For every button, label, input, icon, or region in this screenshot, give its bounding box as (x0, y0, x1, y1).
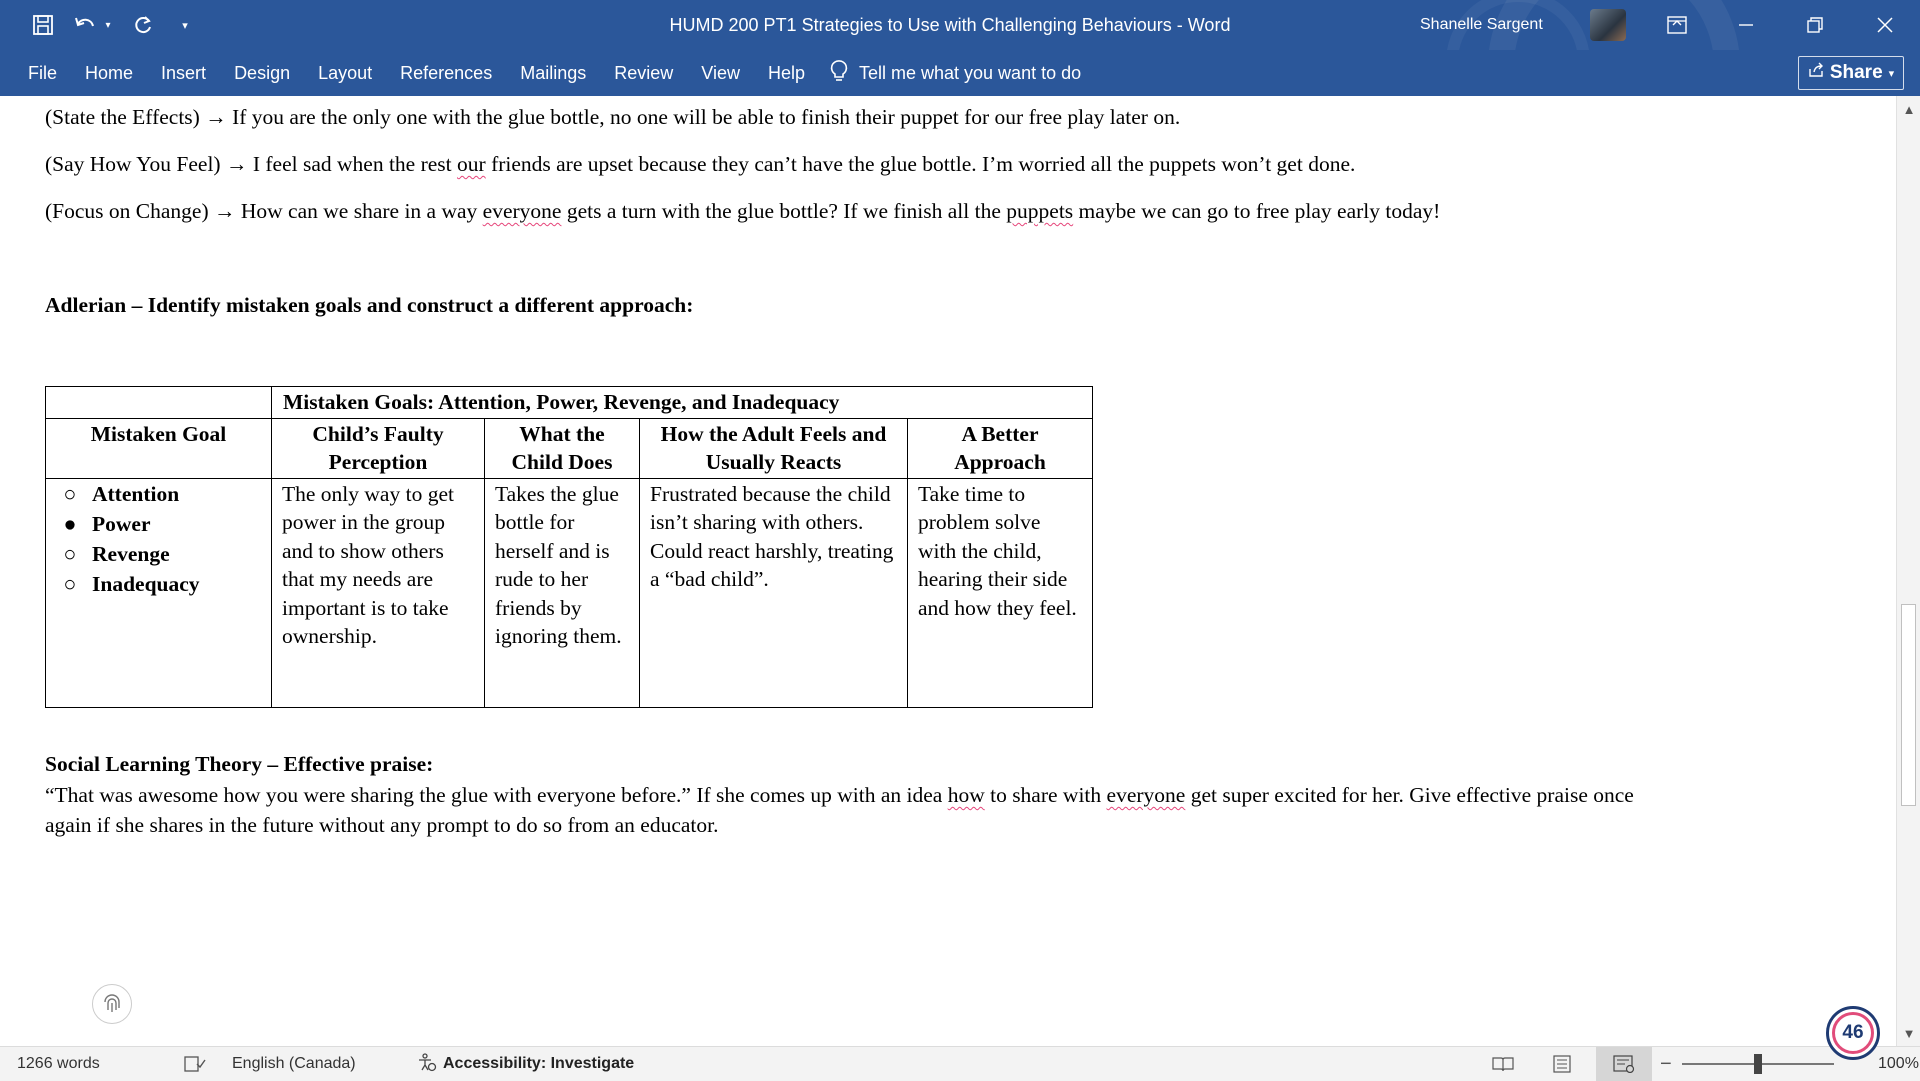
zoom-out-icon[interactable]: − (1660, 1052, 1672, 1075)
tell-me-label: Tell me what you want to do (859, 62, 1082, 83)
tab-mailings[interactable]: Mailings (520, 63, 587, 83)
feel-text: I feel sad when the rest (247, 152, 458, 176)
zoom-slider[interactable] (1682, 1047, 1834, 1081)
tab-design[interactable]: Design (234, 63, 291, 83)
ribbon-display-options-icon[interactable] (1647, 0, 1707, 50)
tab-help[interactable]: Help (767, 63, 805, 83)
tab-references[interactable]: References (400, 63, 493, 83)
feel-label: (Say How You Feel) (45, 152, 221, 176)
list-item (63, 569, 261, 599)
goal-label: Attention (92, 481, 180, 506)
zoom-slider-track (1682, 1063, 1834, 1065)
feel-paragraph (45, 152, 1355, 177)
scroll-thumb[interactable] (1901, 604, 1916, 806)
save-icon[interactable] (26, 10, 60, 40)
slt-text: get super excited for her. Give effective praise once (1185, 783, 1634, 807)
tab-home[interactable]: Home (85, 63, 134, 83)
notification-badge[interactable] (1826, 1006, 1880, 1060)
arrow-icon: → (225, 152, 248, 176)
redo-icon[interactable] (128, 10, 158, 40)
tab-view[interactable]: View (701, 63, 740, 83)
proofing-icon[interactable] (184, 1047, 206, 1081)
tell-me-search[interactable] (829, 59, 1081, 88)
arrow-icon: → (205, 105, 227, 129)
fingerprint-icon[interactable] (92, 984, 132, 1024)
badge-count: 46 (1832, 1012, 1874, 1054)
bullet-icon: ○ (63, 541, 77, 566)
goal-label: Inadequacy (92, 571, 200, 596)
effects-label: (State the Effects) (45, 105, 200, 129)
spelling-flag[interactable]: puppets (1006, 199, 1074, 223)
tab-review[interactable]: Review (614, 63, 674, 83)
change-text: How can we share in a way (235, 199, 483, 223)
spelling-flag[interactable]: everyone (1106, 783, 1186, 807)
undo-dropdown-icon[interactable]: ▾ (105, 19, 111, 31)
share-button[interactable] (1798, 56, 1904, 90)
bullet-icon: ○ (63, 571, 77, 596)
title-bar (0, 0, 1920, 50)
close-icon[interactable] (1855, 0, 1915, 50)
tab-file[interactable]: File (28, 63, 58, 83)
table-header: A Better Approach (908, 418, 1093, 478)
avatar[interactable] (1590, 9, 1626, 41)
customize-toolbar-icon[interactable]: ▾ (182, 19, 188, 32)
table-cell-perception: The only way to get power in the group and to show others that my needs are important is to take ownership. (272, 478, 485, 707)
goal-label: Revenge (92, 541, 170, 566)
slt-text: “That was awesome how you were sharing the glue with everyone before.” If she comes up with an idea (45, 783, 948, 807)
change-text: maybe we can go to free play early today! (1073, 199, 1441, 223)
accessibility-icon (417, 1052, 437, 1077)
table-cell-adult-feels: Frustrated because the child isn’t sharing with others. Could react harshly, treating a “bad child”. (640, 478, 908, 707)
table-cell-better-approach: Take time to problem solve with the child, hearing their side and how they feel. (908, 478, 1093, 707)
accessibility-checker[interactable] (417, 1047, 634, 1081)
chevron-down-icon: ▾ (1888, 67, 1895, 80)
table-header: Child’s Faulty Perception (272, 418, 485, 478)
document-area[interactable] (0, 96, 1896, 1046)
spelling-flag[interactable]: everyone (482, 199, 562, 223)
zoom-slider-thumb[interactable] (1754, 1054, 1762, 1074)
table-cell-goals (46, 478, 272, 707)
bullet-icon: ○ (63, 481, 77, 506)
share-icon (1808, 62, 1824, 84)
vertical-scrollbar[interactable] (1896, 96, 1920, 1046)
word-count[interactable]: 1266 words (17, 1055, 100, 1072)
share-label: Share (1829, 62, 1883, 83)
table-header: How the Adult Feels and Usually Reacts (640, 418, 908, 478)
lightbulb-icon (829, 59, 849, 88)
change-label: (Focus on Change) (45, 199, 209, 223)
web-layout-icon[interactable] (1596, 1047, 1652, 1081)
user-name[interactable]: Shanelle Sargent (1420, 16, 1543, 33)
change-text: gets a turn with the glue bottle? If we finish all the (561, 199, 1007, 223)
accessibility-label: Accessibility: Investigate (443, 1055, 635, 1072)
zoom-level[interactable]: 100% (1878, 1055, 1919, 1072)
tab-insert[interactable]: Insert (161, 63, 207, 83)
minimize-icon[interactable] (1716, 0, 1776, 50)
change-paragraph (45, 199, 1440, 224)
scroll-up-icon[interactable]: ▲ (1902, 101, 1916, 117)
goal-list (56, 479, 261, 599)
status-bar (0, 1046, 1920, 1081)
slt-heading: Social Learning Theory – Effective praise: (45, 752, 434, 776)
mistaken-goals-table (45, 386, 1093, 708)
window-title: HUMD 200 PT1 Strategies to Use with Challenging Behaviours - Word (669, 15, 1231, 35)
table-header: What the Child Does (485, 418, 640, 478)
table-cell-child-does: Takes the glue bottle for herself and is rude to her friends by ignoring them. (485, 478, 640, 707)
tab-layout[interactable]: Layout (318, 63, 373, 83)
list-item (63, 479, 261, 509)
effects-paragraph (45, 105, 1180, 130)
feel-text: friends are upset because they can’t have the glue bottle. I’m worried all the puppets won’t get done. (485, 152, 1356, 176)
slt-line-2: again if she shares in the future without any prompt to do so from an educator. (45, 813, 719, 837)
slt-line-1 (45, 783, 1634, 808)
print-layout-icon[interactable] (1552, 1047, 1572, 1081)
undo-icon[interactable] (70, 10, 100, 40)
effects-text: If you are the only one with the glue bottle, no one will be able to finish their puppet for our free play later on. (226, 105, 1181, 129)
table-header: Mistaken Goal (46, 418, 272, 478)
read-mode-icon[interactable] (1492, 1047, 1514, 1081)
table-corner-cell (46, 387, 272, 419)
arrow-icon: → (214, 199, 236, 223)
list-item (63, 539, 261, 569)
spelling-flag[interactable]: how (947, 783, 985, 807)
list-item (63, 509, 261, 539)
spelling-flag[interactable]: our (457, 152, 486, 176)
ribbon-tabs (0, 50, 1920, 96)
slt-text: to share with (984, 783, 1107, 807)
language-indicator[interactable]: English (Canada) (232, 1055, 356, 1072)
restore-icon[interactable] (1785, 0, 1845, 50)
table-caption: Mistaken Goals: Attention, Power, Revenge, and Inadequacy (272, 387, 1093, 419)
goal-label: Power (92, 511, 151, 536)
scroll-down-icon[interactable]: ▼ (1902, 1025, 1916, 1041)
bullet-icon: ● (63, 511, 77, 536)
adlerian-heading: Adlerian – Identify mistaken goals and construct a different approach: (45, 293, 694, 317)
